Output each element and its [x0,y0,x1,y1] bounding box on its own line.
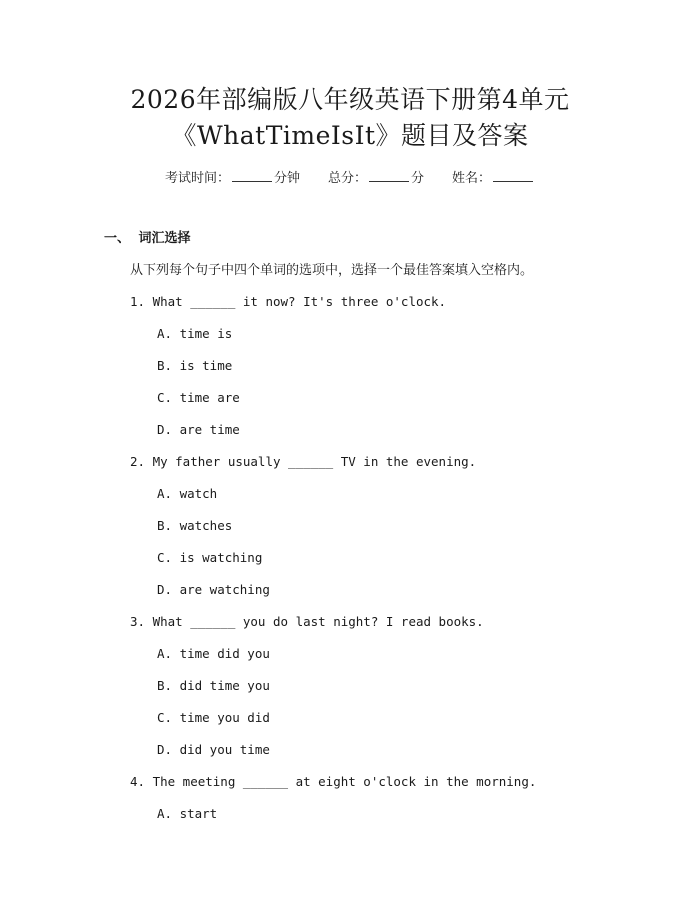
question-stem: 1. What ______ it now? It's three o'clock. [130,294,447,309]
student-name-label: 姓名： [452,171,492,186]
total-score-blank [369,168,409,182]
question-stem: 4. The meeting ______ at eight o'clock in the morning. [130,774,537,789]
answer-option: C. time you did [157,710,270,725]
total-score-label: 总分： [327,171,367,186]
answer-option: D. did you time [157,742,270,757]
question-stem: 3. What ______ you do last night? I read books. [130,614,484,629]
answer-option: C. time are [157,390,240,405]
answer-option: A. watch [157,486,218,501]
answer-option: D. are time [157,422,240,437]
document-title-line-2: 《WhatTimeIsIt》题目及答案 [171,121,529,150]
answer-option: A. start [157,806,218,821]
exam-time-unit: 分钟 [273,171,300,186]
answer-option: C. is watching [157,550,263,565]
answer-option: A. time did you [157,646,270,661]
answer-option: B. is time [157,358,233,373]
answer-option: B. watches [157,518,233,533]
section-number: 一、 [104,231,131,246]
exam-time-label: 考试时间： [164,171,230,186]
total-score-field [328,168,424,188]
answer-option: D. are watching [157,582,270,597]
student-name-field [452,168,535,188]
section-heading [104,230,191,248]
document-title-line-1: 2026年部编版八年级英语下册第4单元 [130,85,570,114]
total-score-unit: 分 [411,171,425,186]
exam-time-field [165,168,300,188]
question-list [0,292,700,836]
exam-meta [0,168,700,188]
student-name-blank [493,168,533,182]
section-instruction: 从下列每个句子中四个单词的选项中，选择一个最佳答案填入空格内。 [130,263,534,278]
answer-option: B. did time you [157,678,270,693]
answer-option: A. time is [157,326,233,341]
exam-time-blank [232,168,272,182]
section-title: 词汇选择 [138,231,191,246]
question-stem: 2. My father usually ______ TV in the evening. [130,454,477,469]
